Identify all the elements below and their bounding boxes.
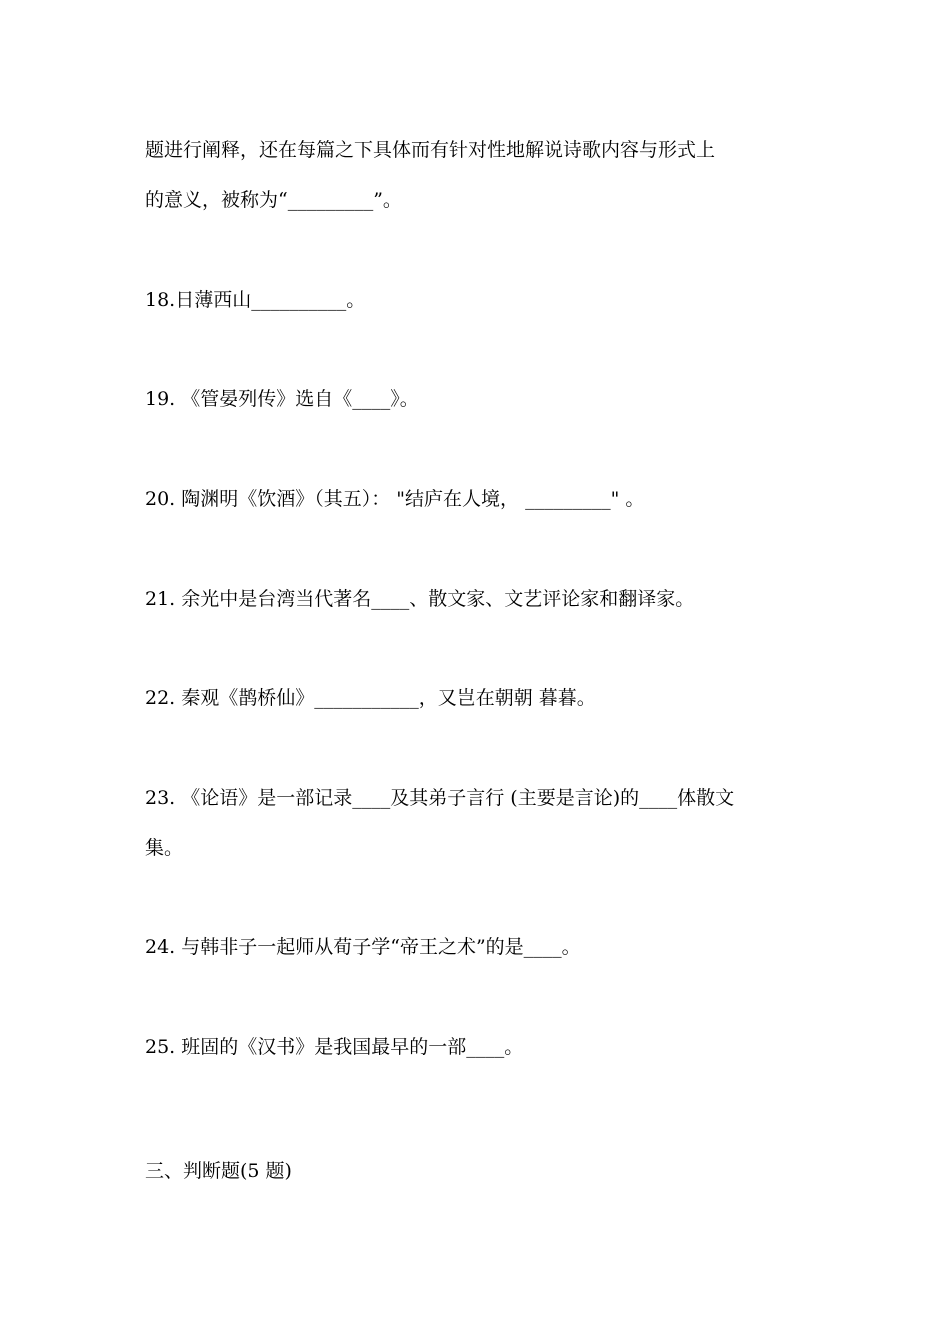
question-24: 24. 与韩非子一起师从荀子学“帝王之术”的是____。 xyxy=(145,936,581,958)
question-19: 19. 《管晏列传》选自《____》。 xyxy=(145,388,419,410)
question-23-line-2: 集。 xyxy=(145,837,184,859)
question-22: 22. 秦观《鹊桥仙》___________，又岂在朝朝 暮暮。 xyxy=(145,687,596,709)
continuation-line-2: 的意义，被称为“_________”。 xyxy=(145,189,402,211)
continuation-line-1: 题进行阐释，还在每篇之下具体而有针对性地解说诗歌内容与形式上 xyxy=(145,139,716,161)
section-heading: 三、判断题(5 题) xyxy=(145,1160,292,1182)
question-20: 20. 陶渊明《饮酒》（其五）： "结庐在人境， _________" 。 xyxy=(145,488,645,510)
question-25: 25. 班固的《汉书》是我国最早的一部____。 xyxy=(145,1036,524,1058)
question-18: 18.日薄西山__________。 xyxy=(145,289,366,311)
question-23-line-1: 23. 《论语》是一部记录____及其弟子言行 (主要是言论)的____体散文 xyxy=(145,787,735,809)
question-21: 21. 余光中是台湾当代著名____、散文家、文艺评论家和翻译家。 xyxy=(145,588,695,610)
